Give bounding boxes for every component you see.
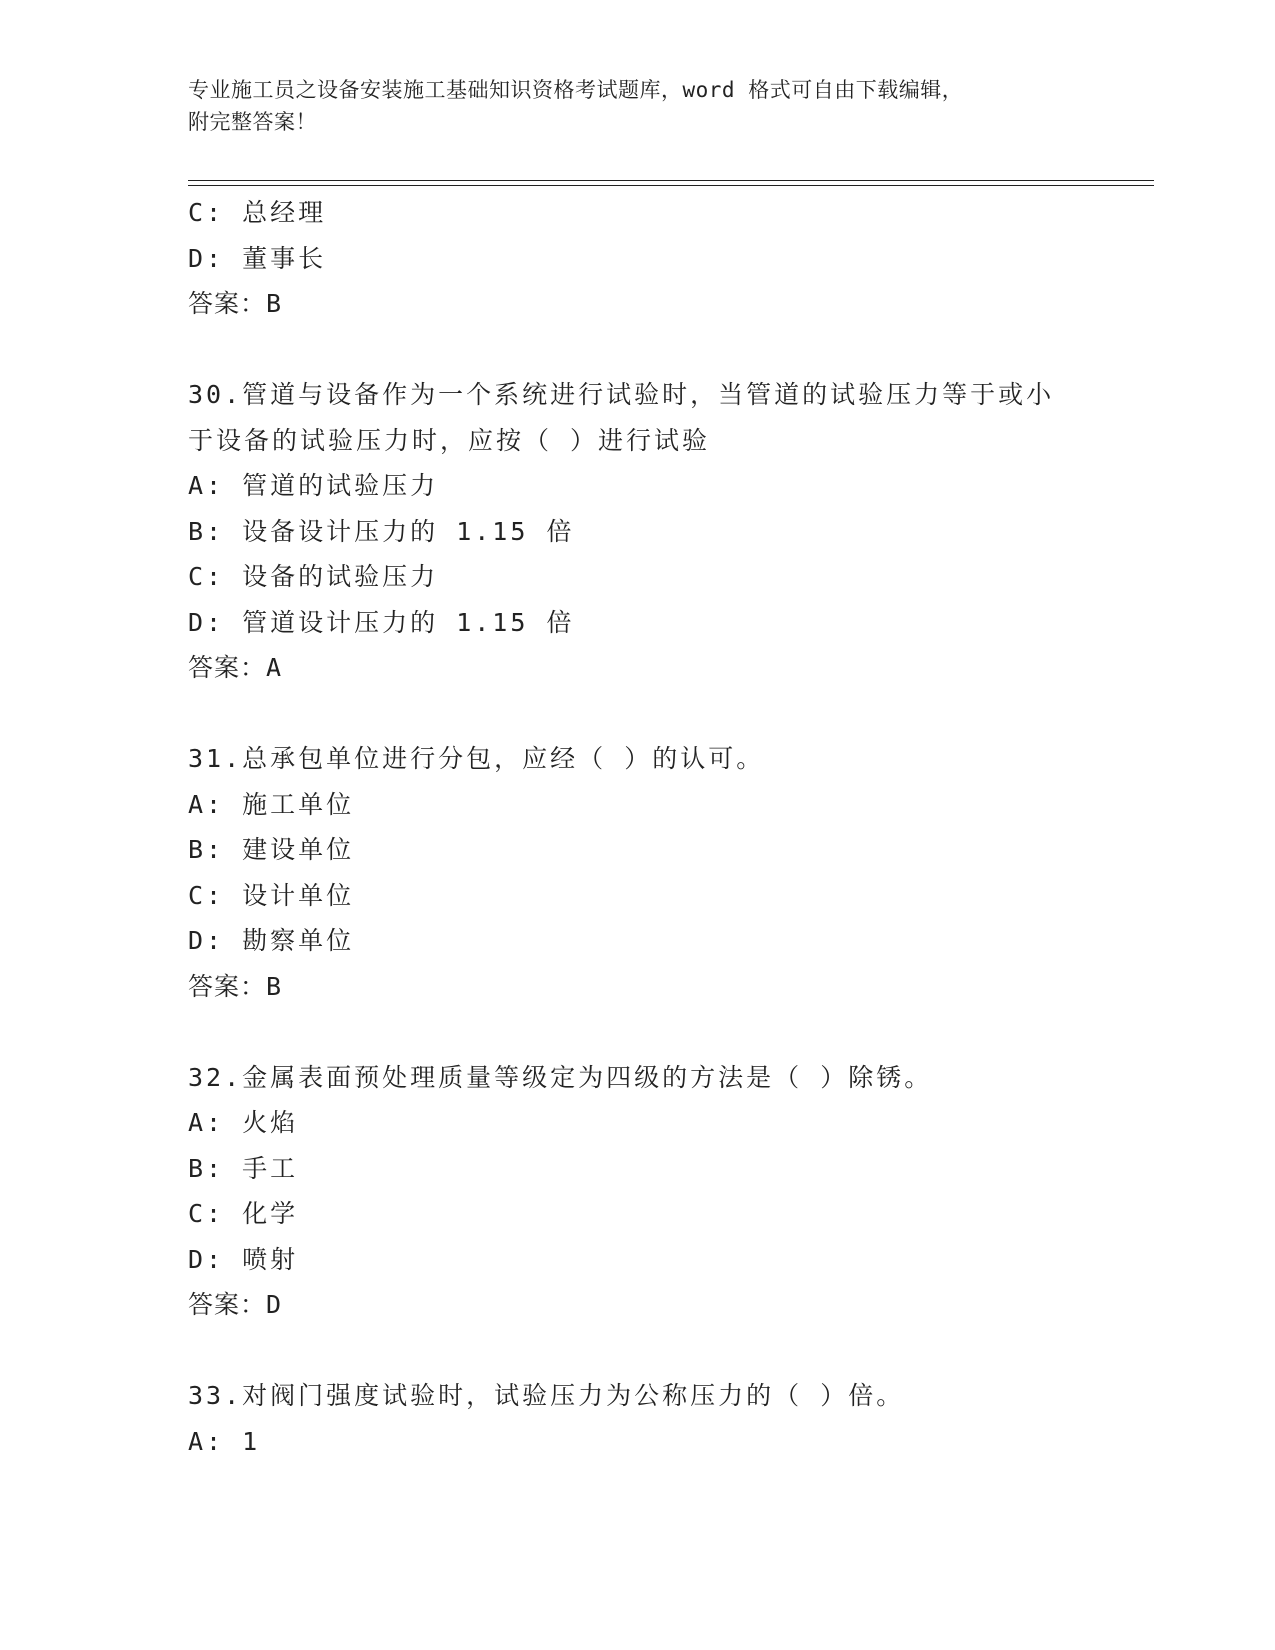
spacer	[188, 691, 1154, 737]
header-line-1: 专业施工员之设备安装施工基础知识资格考试题库，word 格式可自由下载编辑，	[188, 78, 964, 102]
question-block-32	[188, 1055, 1154, 1328]
spacer	[188, 327, 1154, 373]
option-a: A: 火焰	[188, 1108, 299, 1137]
option-a: A: 1	[188, 1426, 261, 1456]
question-list	[188, 190, 1154, 1464]
option-d: D: 管道设计压力的 1.15 倍	[188, 607, 575, 637]
option-d: D: 喷射	[188, 1244, 299, 1274]
option-c: C: 设计单位	[188, 880, 355, 910]
answer: 答案：B	[188, 971, 283, 1001]
option-b: B: 建设单位	[188, 835, 355, 864]
question-block-30	[188, 372, 1154, 691]
question-stem: 33.对阀门强度试验时，试验压力为公称压力的（ ）倍。	[188, 1381, 905, 1410]
option-c: C: 设备的试验压力	[188, 562, 439, 591]
question-block-31	[188, 736, 1154, 1009]
option-b: B: 设备设计压力的 1.15 倍	[188, 516, 575, 546]
answer: 答案：A	[188, 653, 283, 682]
option-c: C: 化学	[188, 1199, 299, 1228]
option-b: B: 手工	[188, 1153, 299, 1183]
option-a: A: 管道的试验压力	[188, 471, 439, 500]
spacer	[188, 1009, 1154, 1055]
question-block-33	[188, 1373, 1154, 1464]
question-stem: 于设备的试验压力时，应按（ ）进行试验	[188, 425, 711, 455]
header-divider-top	[188, 180, 1154, 181]
option-a: A: 施工单位	[188, 789, 355, 819]
question-stem: 31.总承包单位进行分包，应经（ ）的认可。	[188, 744, 765, 773]
header-line-2: 附完整答案！	[188, 110, 317, 134]
option-d: D: 勘察单位	[188, 926, 355, 955]
answer: 答案：D	[188, 1290, 283, 1319]
document-header	[188, 74, 1108, 138]
option-d: D: 董事长	[188, 243, 327, 273]
question-stem: 30.管道与设备作为一个系统进行试验时，当管道的试验压力等于或小	[188, 380, 1055, 409]
option-c: C: 总经理	[188, 198, 327, 227]
spacer	[188, 1328, 1154, 1374]
question-block-29	[188, 190, 1154, 327]
header-divider-bottom	[188, 185, 1154, 186]
question-stem: 32.金属表面预处理质量等级定为四级的方法是（ ）除锈。	[188, 1062, 933, 1092]
answer: 答案：B	[188, 289, 283, 318]
